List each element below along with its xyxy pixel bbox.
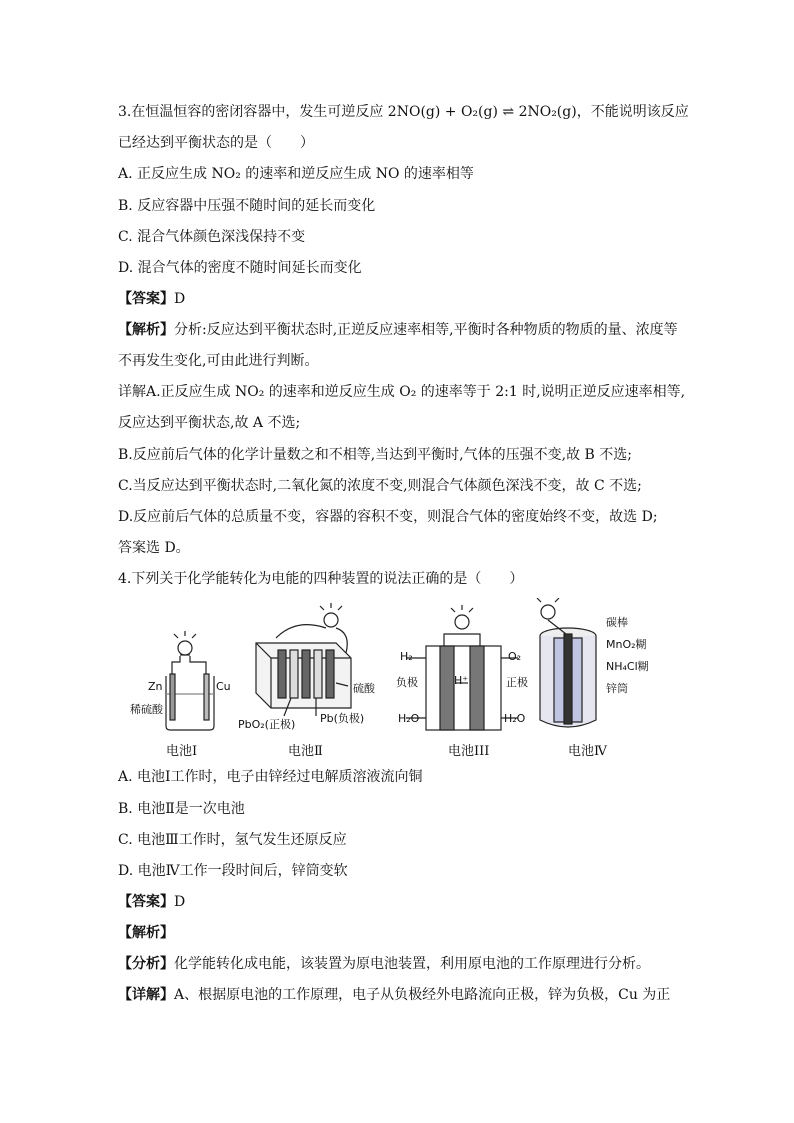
q3-answer — [118, 289, 185, 309]
q3-option-d: D. 混合气体的密度不随时间延长而变化 — [118, 260, 362, 276]
answer-tag: 【答案】 — [118, 894, 174, 910]
cell-1-electrolyte-label: 稀硫酸 — [130, 703, 163, 716]
q4-option-b: B. 电池Ⅱ是一次电池 — [118, 801, 245, 817]
cell-2-pb-label: Pb(负极) — [320, 712, 365, 725]
q3-detail-line3: B.反应前后气体的化学计量数之和不相等,当达到平衡时,气体的压强不变,故 B 不选; — [118, 447, 632, 463]
q4-fenxi-line — [118, 954, 650, 974]
q4-xiangjie-line — [118, 985, 670, 1005]
answer-value: D — [174, 291, 186, 307]
cell-2-pbo2-label: PbO₂(正极) — [238, 718, 296, 731]
battery-figure — [128, 598, 648, 763]
cell-2-caption: 电池Ⅱ — [288, 744, 323, 759]
cell-4-label-4: 锌筒 — [606, 682, 628, 695]
cell-4-diagram — [528, 598, 608, 738]
cell-1-zn-label: Zn — [148, 680, 163, 693]
q3-option-b: B. 反应容器中压强不随时间的延长而变化 — [118, 198, 376, 214]
cell-1-cu-label: Cu — [216, 680, 231, 693]
q3-detail-line4: C.当反应达到平衡状态时,二氧化氮的浓度不变,则混合气体颜色深浅不变，故 C 不选; — [118, 478, 642, 494]
cell-3-caption: 电池III — [448, 744, 490, 759]
cell-3-positive-label: 正极 — [506, 676, 528, 689]
q3-detail-line5: D.反应前后气体的总质量不变，容器的容积不变，则混合气体的密度始终不变，故选 D; — [118, 509, 658, 525]
cell-4-label-1: 碳棒 — [606, 616, 628, 629]
analysis-text: 分析:反应达到平衡状态时,正逆反应速率相等,平衡时各种物质的物质的量、浓度等 — [174, 322, 678, 338]
answer-value: D — [174, 894, 186, 910]
q3-option-a: A. 正反应生成 NO₂ 的速率和逆反应生成 NO 的速率相等 — [118, 166, 474, 182]
cell-3-o2-label: O₂ — [508, 650, 522, 663]
xiangjie-tag: 【详解】 — [118, 987, 174, 1003]
q4-option-d: D. 电池Ⅳ工作一段时间后，锌筒变软 — [118, 863, 348, 879]
cell-3-h2o-left-label: H₂O — [398, 712, 420, 725]
xiangjie-text: A、根据原电池的工作原理，电子从负极经外电路流向正极，锌为负极，Cu 为正 — [174, 987, 671, 1003]
q4-option-c: C. 电池Ⅲ工作时，氢气发生还原反应 — [118, 832, 347, 848]
cell-3-h2o-right-label: H₂O — [504, 712, 526, 725]
q4-analysis-tag: 【解析】 — [118, 925, 174, 941]
cell-3-hplus-label: H⁺ — [454, 674, 469, 687]
cell-1-caption: 电池Ⅰ — [166, 744, 198, 759]
q3-detail-line6: 答案选 D。 — [118, 540, 190, 556]
q3-detail-line1: 详解A.正反应生成 NO₂ 的速率和逆反应生成 O₂ 的速率等于 2:1 时,说明正逆反应速率相等, — [118, 384, 686, 400]
cell-2-acid-label: 硫酸 — [353, 682, 375, 695]
cell-4-label-3: NH₄Cl糊 — [606, 660, 649, 673]
cell-4-label-2: MnO₂糊 — [606, 638, 647, 651]
analysis-tag: 【解析】 — [118, 322, 174, 338]
q4-stem: 4.下列关于化学能转化为电能的四种装置的说法正确的是（ ） — [118, 571, 524, 587]
bulb-icon — [178, 641, 192, 655]
fenxi-text: 化学能转化成电能，该装置为原电池装置，利用原电池的工作原理进行分析。 — [174, 956, 650, 972]
bulb-icon — [324, 613, 338, 627]
bulb-icon — [541, 605, 555, 619]
q3-detail-line2: 反应达到平衡状态,故 A 不选; — [118, 415, 301, 431]
cell-4-caption: 电池Ⅳ — [568, 744, 607, 759]
bulb-icon — [455, 615, 469, 629]
fenxi-tag: 【分析】 — [118, 956, 174, 972]
answer-tag: 【答案】 — [118, 291, 174, 307]
q3-option-c: C. 混合气体颜色深浅保持不变 — [118, 229, 306, 245]
cell-3-h2-label: H₂ — [400, 650, 413, 663]
q4-answer — [118, 892, 185, 912]
q3-analysis-line2: 不再发生变化,可由此进行判断。 — [118, 353, 319, 369]
q4-option-a: A. 电池Ⅰ工作时，电子由锌经过电解质溶液流向铜 — [118, 769, 423, 785]
cell-3-negative-label: 负极 — [396, 676, 418, 689]
cell-1-diagram — [128, 598, 238, 738]
q3-stem-line2: 已经达到平衡状态的是（ ） — [118, 135, 314, 151]
q3-stem-line1: 3.在恒温恒容的密闭容器中，发生可逆反应 2NO(g) + O₂(g) ⇌ 2NO₂(g)，不能说明该反应 — [118, 104, 689, 120]
q3-analysis-line1 — [118, 320, 678, 340]
